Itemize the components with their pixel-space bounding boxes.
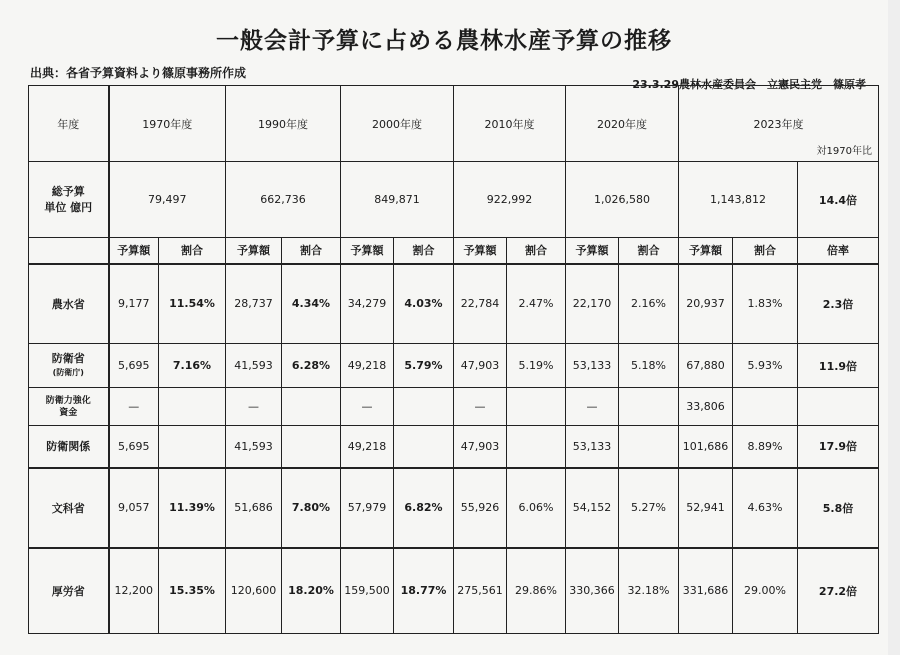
year-label: 年度: [29, 86, 109, 162]
mhlw-label: 厚労省: [29, 548, 109, 634]
defense-total-share-2023: 8.89%: [733, 426, 798, 468]
fund-label: [29, 388, 109, 426]
sub-share: 割合: [394, 238, 454, 264]
year-2020: 2020年度: [566, 86, 679, 162]
year-2000: 2000年度: [341, 86, 454, 162]
mext-share-1990: 7.80%: [282, 468, 341, 548]
mhlw-budget-2000: 159,500: [341, 548, 394, 634]
maff-share-2023: 1.83%: [733, 264, 798, 344]
fund-row: [29, 388, 879, 426]
total-2000: 849,871: [341, 162, 454, 238]
mhlw-share-2000: 18.77%: [394, 548, 454, 634]
mod-share-2000: 5.79%: [394, 344, 454, 388]
sub-multiple: 倍率: [798, 238, 879, 264]
maff-budget-2000: 34,279: [341, 264, 394, 344]
defense-total-label: 防衛関係: [29, 426, 109, 468]
maff-budget-1970: 9,177: [109, 264, 159, 344]
fund-2000: —: [341, 388, 394, 426]
sub-budget: 予算額: [341, 238, 394, 264]
sub-budget: 予算額: [226, 238, 282, 264]
total-2020: 1,026,580: [566, 162, 679, 238]
year-1970: 1970年度: [109, 86, 226, 162]
sub-share: 割合: [619, 238, 679, 264]
maff-share-1990: 4.34%: [282, 264, 341, 344]
fund-share-1970: [159, 388, 226, 426]
mhlw-row: [29, 548, 879, 634]
sub-budget: 予算額: [454, 238, 507, 264]
defense-total-share-1990: [282, 426, 341, 468]
sub-budget: 予算額: [566, 238, 619, 264]
sub-share: 割合: [733, 238, 798, 264]
fund-label-line2: 資金: [59, 407, 78, 418]
fund-share-1990: [282, 388, 341, 426]
year-2010: 2010年度: [454, 86, 566, 162]
maff-budget-2023: 20,937: [679, 264, 733, 344]
mod-budget-2020: 53,133: [566, 344, 619, 388]
fund-multiple: [798, 388, 879, 426]
fund-label-line1: 防衛力強化: [45, 395, 91, 406]
subheader-row: [29, 238, 879, 264]
mhlw-multiple: 27.2倍: [798, 548, 879, 634]
mhlw-share-1990: 18.20%: [282, 548, 341, 634]
mext-multiple: 5.8倍: [798, 468, 879, 548]
mext-share-2000: 6.82%: [394, 468, 454, 548]
total-label-line1: 総予算: [51, 184, 85, 198]
source-note: 出典：各省予算資料より篠原事務所作成: [30, 66, 247, 80]
maff-budget-2020: 22,170: [566, 264, 619, 344]
fund-2020: —: [566, 388, 619, 426]
mext-label: 文科省: [29, 468, 109, 548]
mhlw-share-1970: 15.35%: [159, 548, 226, 634]
mext-budget-2000: 57,979: [341, 468, 394, 548]
mhlw-share-2023: 29.00%: [733, 548, 798, 634]
maff-budget-2010: 22,784: [454, 264, 507, 344]
year-2023-cell: [679, 86, 879, 162]
mod-share-2023: 5.93%: [733, 344, 798, 388]
mext-budget-2020: 54,152: [566, 468, 619, 548]
defense-total-1970: 5,695: [109, 426, 159, 468]
mhlw-budget-1970: 12,200: [109, 548, 159, 634]
defense-total-2023: 101,686: [679, 426, 733, 468]
mhlw-share-2020: 32.18%: [619, 548, 679, 634]
mext-share-2023: 4.63%: [733, 468, 798, 548]
subheader-blank: [29, 238, 109, 264]
mod-budget-2010: 47,903: [454, 344, 507, 388]
mhlw-budget-1990: 120,600: [226, 548, 282, 634]
mext-row: [29, 468, 879, 548]
fund-1990: —: [226, 388, 282, 426]
mext-budget-1990: 51,686: [226, 468, 282, 548]
defense-total-share-1970: [159, 426, 226, 468]
maff-share-2020: 2.16%: [619, 264, 679, 344]
maff-row: [29, 264, 879, 344]
defense-total-row: [29, 426, 879, 468]
maff-share-1970: 11.54%: [159, 264, 226, 344]
mod-share-2010: 5.19%: [507, 344, 566, 388]
maff-multiple: 2.3倍: [798, 264, 879, 344]
mod-share-1990: 6.28%: [282, 344, 341, 388]
fund-share-2000: [394, 388, 454, 426]
sub-budget: 予算額: [109, 238, 159, 264]
total-label: [29, 162, 109, 238]
mod-label: [29, 344, 109, 388]
mod-budget-2000: 49,218: [341, 344, 394, 388]
mod-label-main: 防衛省: [51, 351, 85, 365]
sub-share: 割合: [507, 238, 566, 264]
total-1970: 79,497: [109, 162, 226, 238]
total-ratio: 14.4倍: [798, 162, 879, 238]
mod-budget-1990: 41,593: [226, 344, 282, 388]
sub-budget: 予算額: [679, 238, 733, 264]
mod-row: [29, 344, 879, 388]
mext-budget-2010: 55,926: [454, 468, 507, 548]
mext-budget-1970: 9,057: [109, 468, 159, 548]
fund-1970: —: [109, 388, 159, 426]
year-1990: 1990年度: [226, 86, 341, 162]
mod-share-1970: 7.16%: [159, 344, 226, 388]
fund-share-2010: [507, 388, 566, 426]
mext-share-1970: 11.39%: [159, 468, 226, 548]
mod-budget-1970: 5,695: [109, 344, 159, 388]
total-1990: 662,736: [226, 162, 341, 238]
mod-share-2020: 5.18%: [619, 344, 679, 388]
mhlw-share-2010: 29.86%: [507, 548, 566, 634]
defense-total-1990: 41,593: [226, 426, 282, 468]
maff-share-2000: 4.03%: [394, 264, 454, 344]
mod-budget-2023: 67,880: [679, 344, 733, 388]
mod-multiple: 11.9倍: [798, 344, 879, 388]
defense-total-2010: 47,903: [454, 426, 507, 468]
maff-label: 農水省: [29, 264, 109, 344]
year-2023: 2023年度: [753, 117, 804, 131]
mod-label-sub: (防衛庁): [52, 367, 84, 377]
defense-total-2000: 49,218: [341, 426, 394, 468]
document-title: 一般会計予算に占める農林水産予算の推移: [216, 28, 672, 54]
defense-total-share-2020: [619, 426, 679, 468]
maff-share-2010: 2.47%: [507, 264, 566, 344]
defense-total-multiple: 17.9倍: [798, 426, 879, 468]
defense-total-share-2010: [507, 426, 566, 468]
mext-share-2010: 6.06%: [507, 468, 566, 548]
mhlw-budget-2023: 331,686: [679, 548, 733, 634]
defense-total-share-2000: [394, 426, 454, 468]
fund-2023: 33,806: [679, 388, 733, 426]
fund-share-2020: [619, 388, 679, 426]
defense-total-2020: 53,133: [566, 426, 619, 468]
ratio-vs-1970-label: 対1970年比: [816, 146, 872, 157]
maff-budget-1990: 28,737: [226, 264, 282, 344]
budget-table: [28, 85, 879, 634]
total-label-line2: 単位 億円: [44, 200, 93, 214]
sub-share: 割合: [159, 238, 226, 264]
mext-budget-2023: 52,941: [679, 468, 733, 548]
header-row: [29, 86, 879, 162]
total-2023: 1,143,812: [679, 162, 798, 238]
mhlw-budget-2010: 275,561: [454, 548, 507, 634]
credit-note: 23.3.29農林水産委員会 立憲民主党 篠原孝: [632, 78, 866, 91]
fund-share-2023: [733, 388, 798, 426]
total-2010: 922,992: [454, 162, 566, 238]
mext-share-2020: 5.27%: [619, 468, 679, 548]
mhlw-budget-2020: 330,366: [566, 548, 619, 634]
fund-2010: —: [454, 388, 507, 426]
total-row: [29, 162, 879, 238]
sub-share: 割合: [282, 238, 341, 264]
